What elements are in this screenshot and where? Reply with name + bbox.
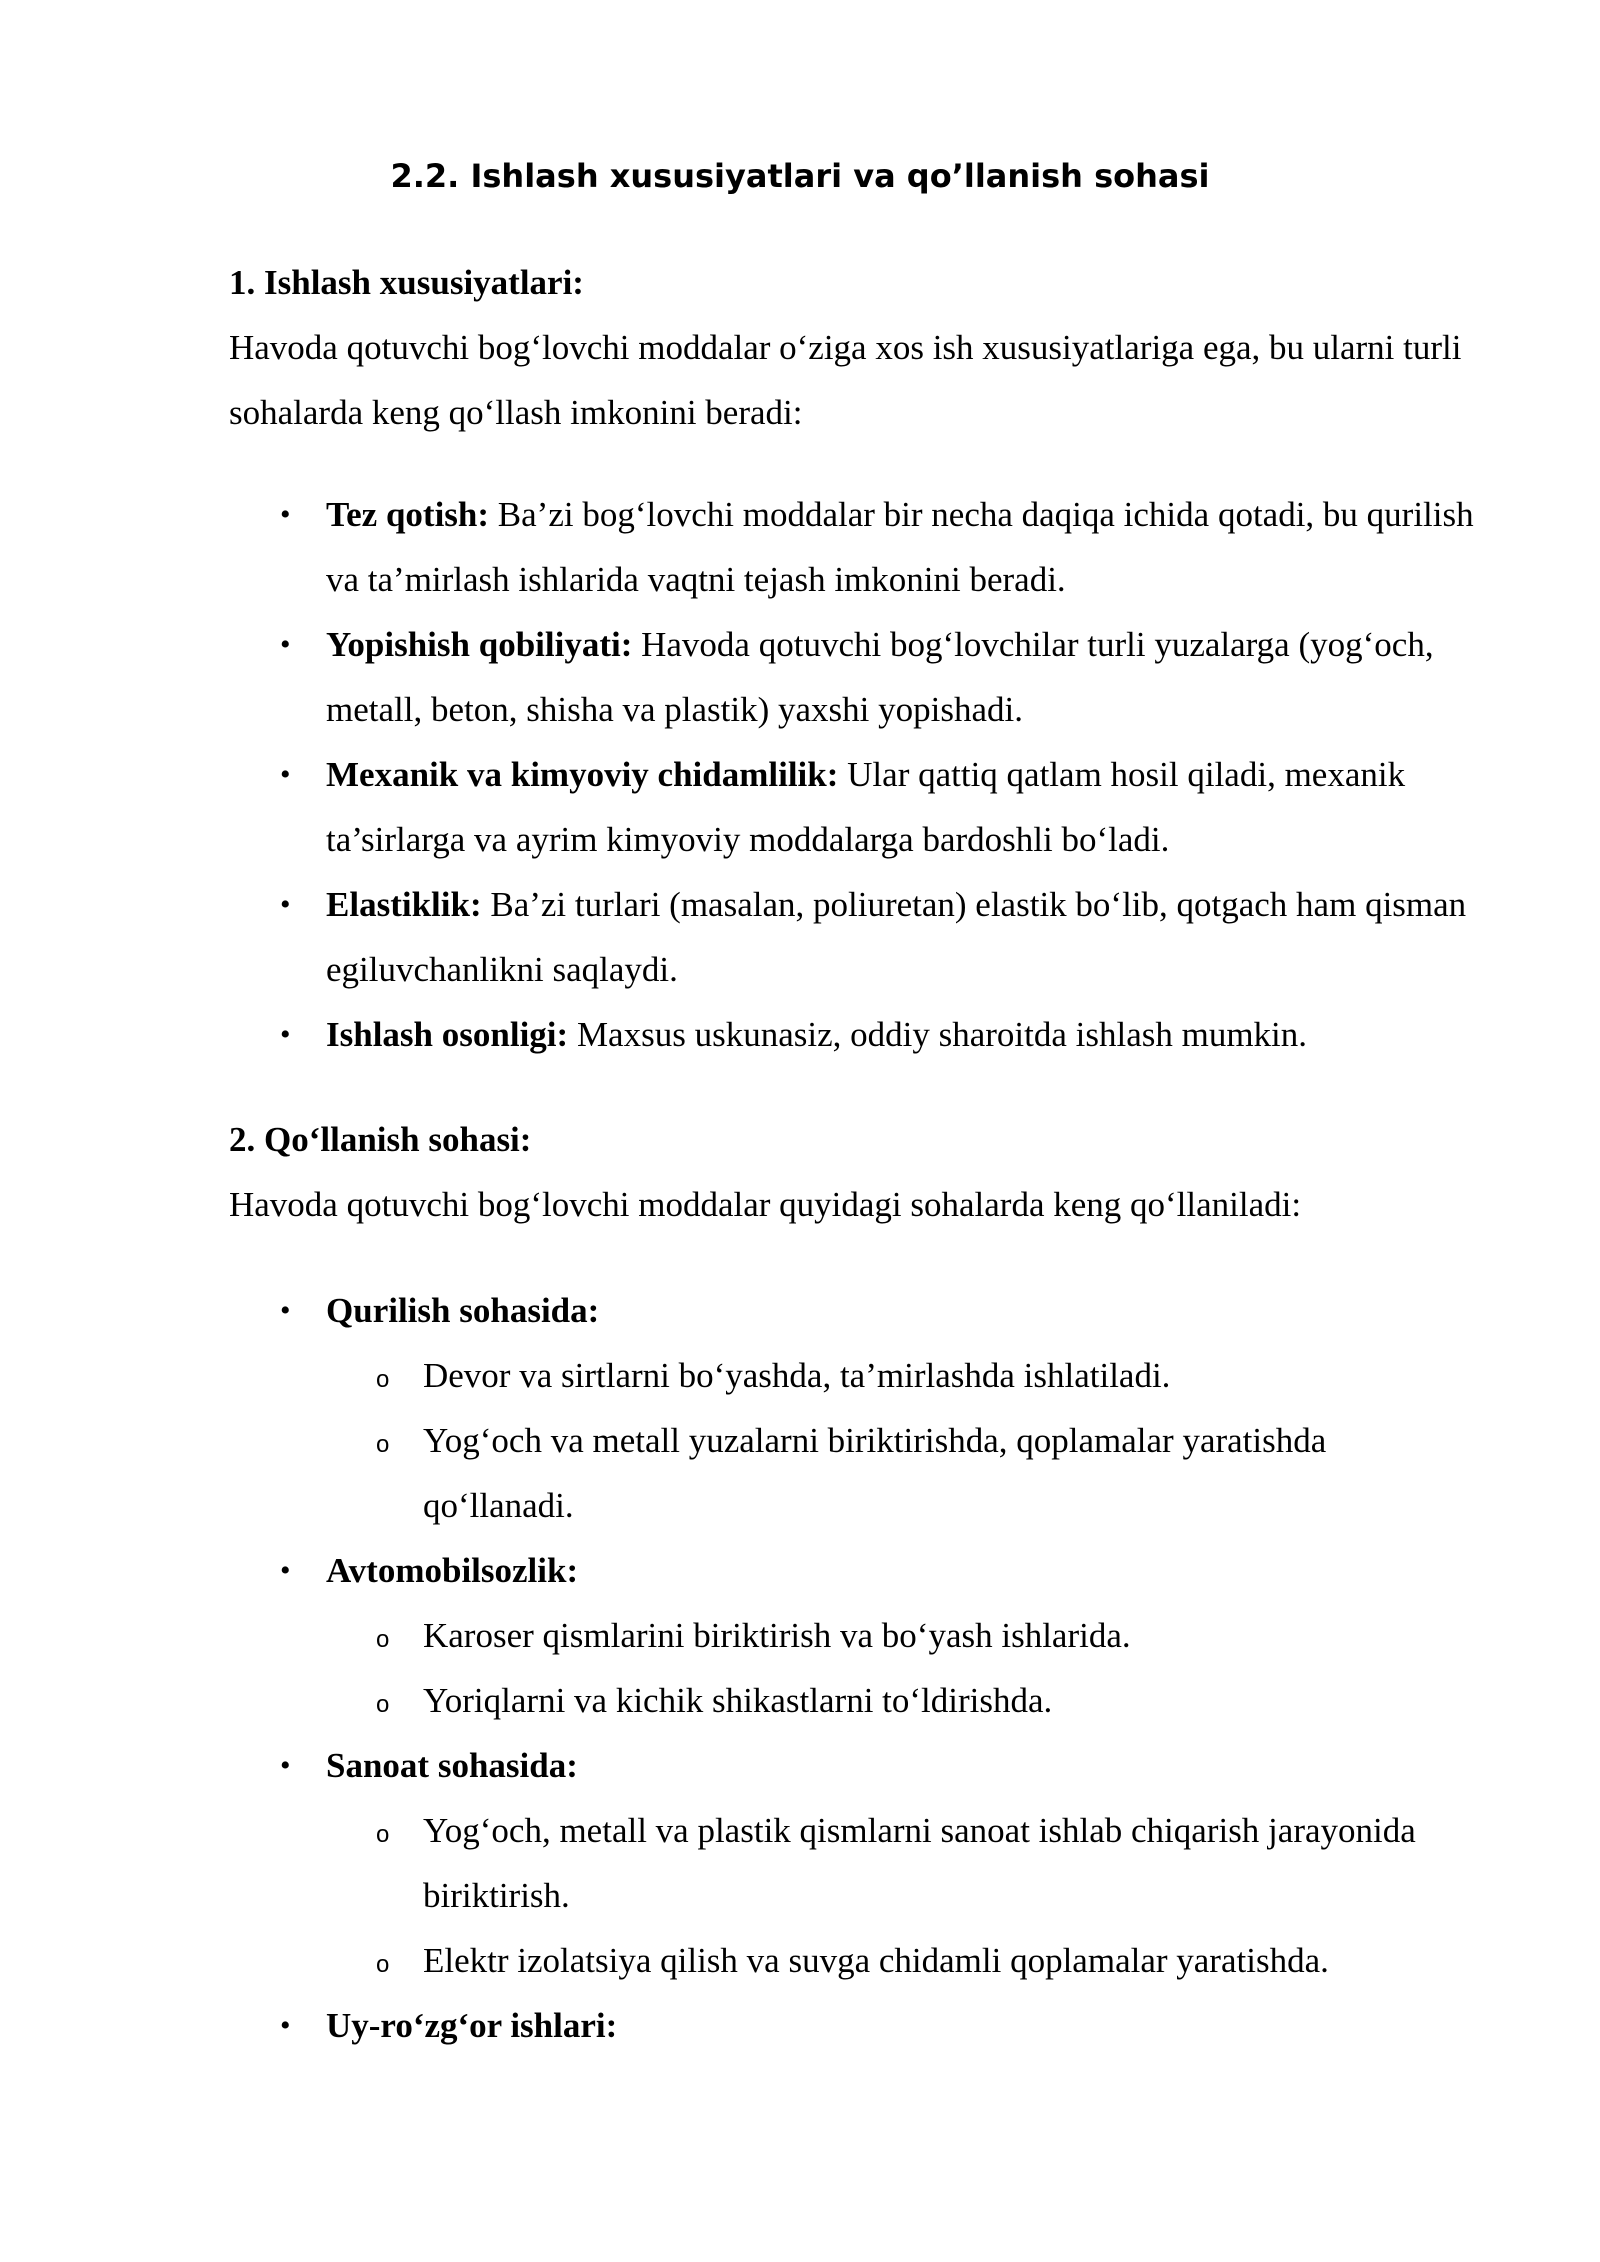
circle-bullet-icon: o [376,1951,390,1978]
section-heading-application-area: 2. Qo‘llanish sohasi: [229,1120,532,1159]
item-term: Qurilish sohasida: [326,1291,600,1330]
list-item [0,742,1486,872]
list-item [0,482,1486,612]
circle-bullet-icon: o [376,1691,390,1718]
sub-list [326,1603,1486,1733]
item-term: Yopishish qobiliyati: [326,625,633,664]
bullet-icon: • [280,888,291,921]
item-text: Havoda qotuvchi bog‘lovchilar turli yuzalarga (yog‘och, metall, beton, shisha va plastik) yaxshi yopishadi. [326,625,1434,729]
sub-list [326,1343,1486,1538]
sub-list-item [0,1668,1423,1733]
section-heading-working-properties: 1. Ishlash xususiyatlari: [229,263,584,302]
list-item [0,1993,1486,2058]
list-item [0,1733,1486,1993]
sub-list-item [0,1798,1423,1928]
item-term: Ishlash osonligi: [326,1015,569,1054]
sub-item-text: Devor va sirtlarni bo‘yashda, ta’mirlashda ishlatiladi. [423,1356,1171,1395]
page-title: 2.2. Ishlash xususiyatlari va qo’llanish sohasi [390,157,1210,195]
sub-item-text: Yog‘och, metall va plastik qismlarni sanoat ishlab chiqarish jarayonida biriktirish. [423,1811,1416,1915]
item-term: Avtomobilsozlik: [326,1551,579,1590]
item-text: Ba’zi turlari (masalan, poliuretan) elastik bo‘lib, qotgach ham qisman egiluvchanlikni saqlaydi. [326,885,1467,989]
properties-list [0,482,1600,1067]
item-term: Mexanik va kimyoviy chidamlilik: [326,755,839,794]
list-item [0,1002,1486,1067]
item-term: Tez qotish: [326,495,490,534]
circle-bullet-icon: o [376,1821,390,1848]
item-text: Maxsus uskunasiz, oddiy sharoitda ishlash mumkin. [568,1015,1308,1054]
sub-item-text: Yoriqlarni va kichik shikastlarni to‘ldirishda. [423,1681,1053,1720]
list-item [0,612,1486,742]
list-item [0,872,1486,1002]
circle-bullet-icon: o [376,1431,390,1458]
application-list [0,1278,1600,2058]
bullet-icon: • [280,1749,291,1782]
bullet-icon: • [280,498,291,531]
bullet-icon: • [280,1554,291,1587]
circle-bullet-icon: o [376,1366,390,1393]
sub-list-item [0,1603,1423,1668]
item-text: Ular qattiq qatlam hosil qiladi, mexanik ta’sirlarga va ayrim kimyoviy moddalarga bardoshli bo‘ladi. [326,755,1406,859]
circle-bullet-icon: o [376,1626,390,1653]
list-item [0,1538,1486,1733]
section-intro-paragraph: Havoda qotuvchi bog‘lovchi moddalar o‘ziga xos ish xususiyatlariga ega, bu ularni turli sohalarda keng qo‘llash imkonini beradi: [229,328,1462,432]
bullet-icon: • [280,1018,291,1051]
item-text: Ba’zi bog‘lovchi moddalar bir necha daqiqa ichida qotadi, bu qurilish va ta’mirlash ishlarida vaqtni tejash imkonini beradi. [326,495,1474,599]
sub-list-item [0,1343,1423,1408]
item-term: Uy-ro‘zg‘or ishlari: [326,2006,618,2045]
item-term: Elastiklik: [326,885,482,924]
bullet-icon: • [280,2009,291,2042]
sub-item-text: Karoser qismlarini biriktirish va bo‘yash ishlarida. [423,1616,1131,1655]
bullet-icon: • [280,1294,291,1327]
sub-item-text: Elektr izolatsiya qilish va suvga chidamli qoplamalar yaratishda. [423,1941,1329,1980]
item-term: Sanoat sohasida: [326,1746,578,1785]
sub-item-text: Yog‘och va metall yuzalarni biriktirishda, qoplamalar yaratishda qo‘llanadi. [423,1421,1327,1525]
section-intro-paragraph: Havoda qotuvchi bog‘lovchi moddalar quyidagi sohalarda keng qo‘llaniladi: [229,1185,1302,1224]
sub-list-item [0,1408,1423,1538]
list-item [0,1278,1486,1538]
bullet-icon: • [280,628,291,661]
sub-list-item [0,1928,1423,1993]
sub-list [326,1798,1486,1993]
bullet-icon: • [280,758,291,791]
